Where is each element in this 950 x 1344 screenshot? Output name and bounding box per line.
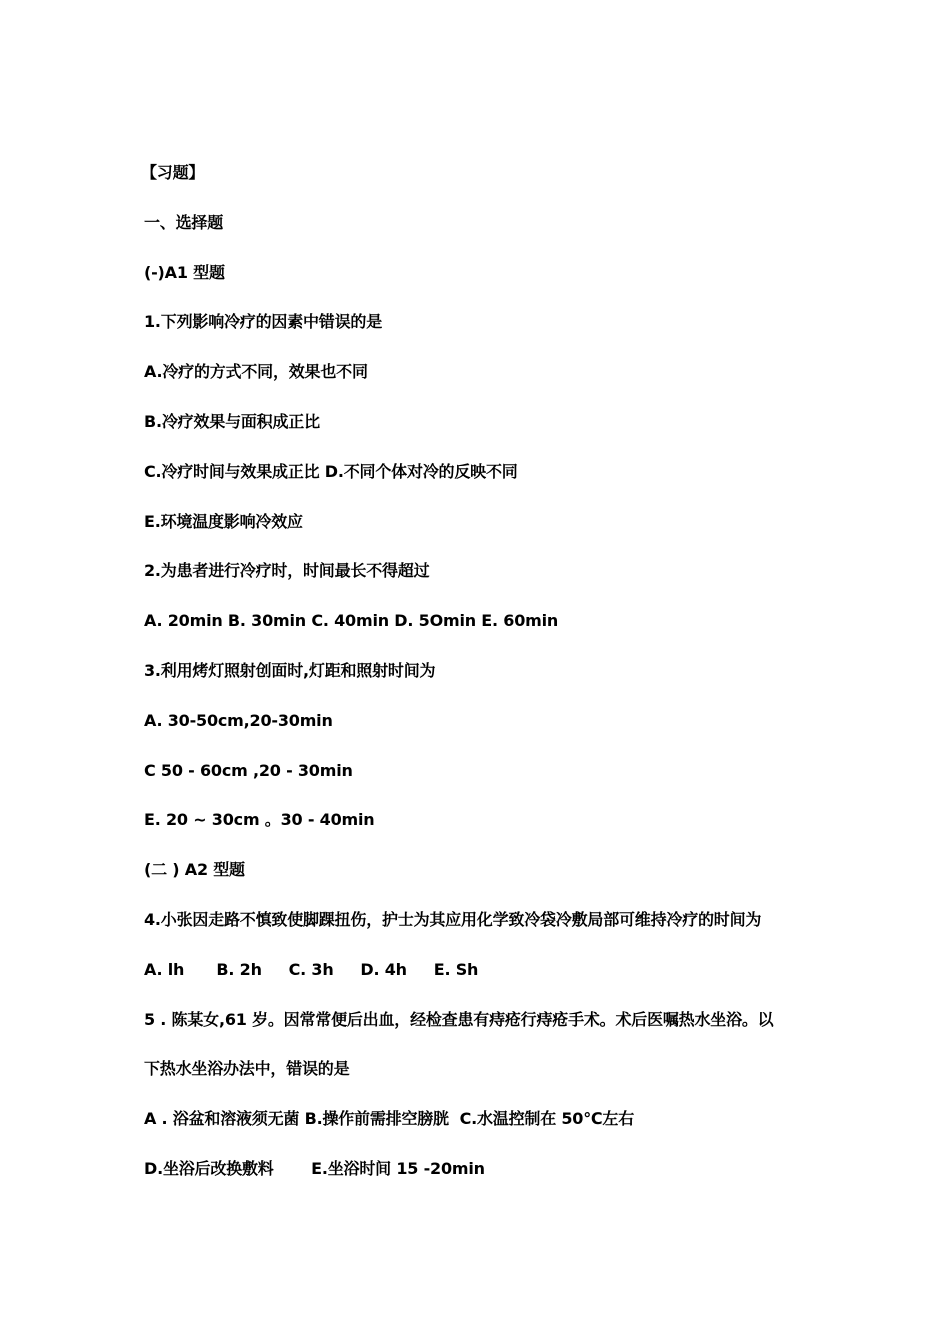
question-2-options: A. 20min B. 30min C. 40min D. 5Omin E. 60min [144, 611, 559, 631]
subheading-a1-type: (-)A1 型题 [144, 262, 225, 282]
question-3-option-c: C 50 - 60cm ,20 - 30min [144, 760, 353, 780]
question-3-option-a: A. 30-50cm,20-30min [144, 710, 333, 730]
heading-multiple-choice: 一、选择题 [144, 212, 224, 232]
question-1-option-e: E.环境温度影响冷效应 [144, 511, 303, 531]
document-body [141, 158, 844, 1204]
question-4: 4.小张因走路不慎致使脚踝扭伤，护士为其应用化学致冷袋冷敷局部可维持冷疗的时间为 [144, 909, 762, 929]
question-5-options-a-c: A . 浴盆和溶液须无菌 B.操作前需排空膀胱 C.水温控制在 50℃左右 [144, 1109, 635, 1129]
question-5-line-1: 5 . 陈某女,61 岁。因常常便后出血，经检查患有痔疮行痔疮手术。术后医嘱热水坐浴。以 [144, 1009, 774, 1029]
subheading-a2-type: (二 ) A2 型题 [144, 860, 245, 880]
question-5-line-2: 下热水坐浴办法中，错误的是 [144, 1059, 350, 1079]
question-2: 2.为患者进行冷疗时，时间最长不得超过 [144, 561, 430, 581]
question-1: 1.下列影响冷疗的因素中错误的是 [144, 312, 383, 332]
question-1-option-a: A.冷疗的方式不同，效果也不同 [144, 362, 368, 382]
question-3: 3.利用烤灯照射创面时,灯距和照射时间为 [144, 660, 436, 680]
question-1-options-c-d: C.冷疗时间与效果成正比 D.不同个体对冷的反映不同 [144, 461, 518, 481]
question-3-option-e: E. 20 ~ 30cm 。30 - 40min [144, 810, 375, 830]
question-1-option-b: B.冷疗效果与面积成正比 [144, 411, 320, 431]
section-heading-exercises: 【习题】 [141, 163, 205, 182]
question-4-options: A. lh B. 2h C. 3h D. 4h E. Sh [144, 959, 479, 979]
question-5-options-d-e: D.坐浴后改换敷料 E.坐浴时间 15 -20min [144, 1158, 485, 1178]
